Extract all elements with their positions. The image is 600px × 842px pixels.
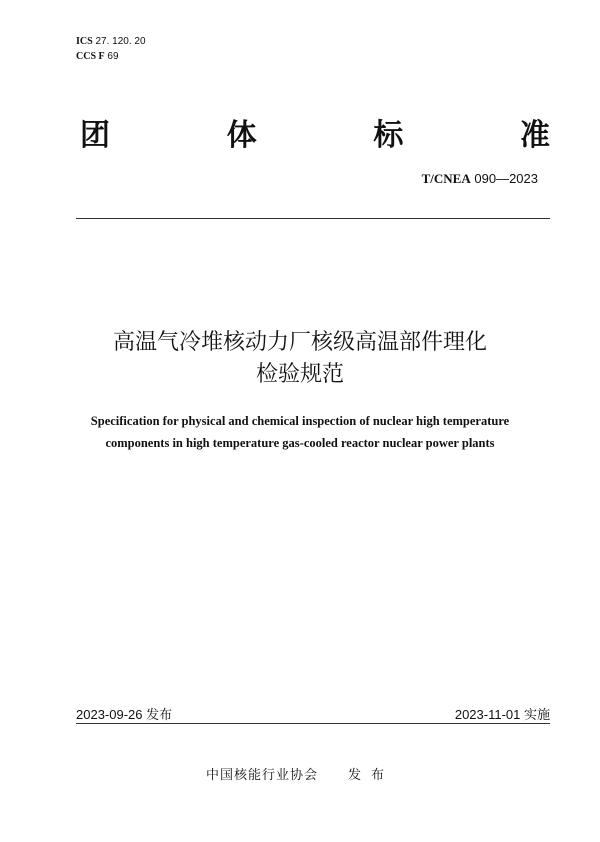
issue-date: 2023-09-26 发布 [76,707,173,722]
standard-number-prefix: T/CNEA [421,171,471,186]
ics-value: 27. 120. 20 [95,36,146,47]
chinese-title-line-1: 高温气冷堆核动力厂核级高温部件理化 [112,330,487,355]
english-title [0,410,600,454]
standard-type-char: 准 [519,118,550,153]
standard-type-char: 体 [226,118,257,153]
header-divider [76,218,550,219]
english-title-line-1: Specification for physical and chemical inspection of nuclear high temperature [90,414,510,428]
ics-code [76,34,146,49]
ccs-value: 69 [107,51,119,62]
standard-number-value: 090—2023 [474,171,538,186]
publisher-name: 中国核能行业协会 [205,767,318,782]
standard-number [422,171,538,187]
standard-type-heading [80,116,550,156]
ccs-label: CCS F [76,51,105,62]
publisher [0,764,600,783]
chinese-title-line-2: 检验规范 [255,362,344,387]
ccs-code [76,49,146,64]
standard-type-char: 团 [80,118,110,153]
ics-label: ICS [76,36,93,47]
footer-divider [76,723,550,724]
classification-codes [76,34,146,64]
standard-type-char: 标 [373,118,404,153]
english-title-line-2: components in high temperature gas-cooled reactor nuclear power plants [105,436,495,450]
chinese-title [0,327,600,391]
publisher-verb: 发布 [348,767,395,782]
implementation-date: 2023-11-01 实施 [454,707,550,722]
